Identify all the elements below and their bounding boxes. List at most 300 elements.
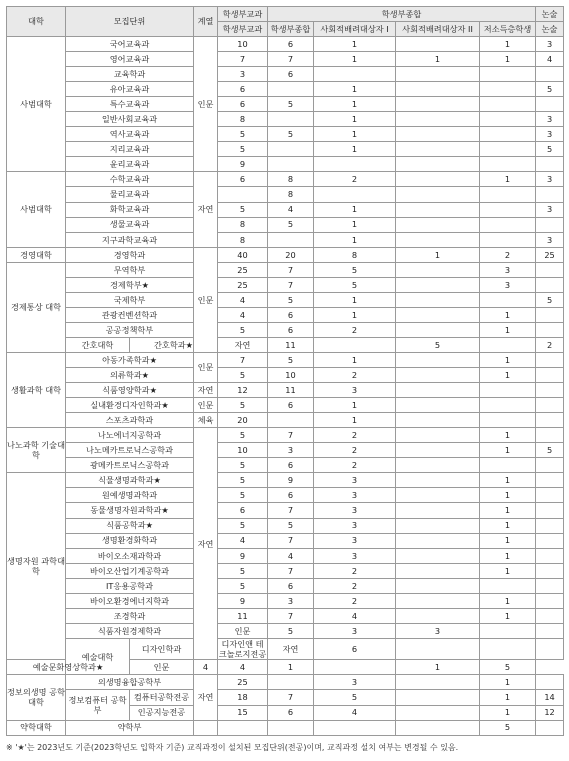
value-cell-low-income: 3 [480,262,536,277]
table-row [7,157,564,172]
value-cell-essay [536,157,564,172]
value-cell-comprehensive [314,337,396,352]
track-cell: 자연 [268,638,314,660]
value-cell-low-income: 2 [536,337,564,352]
value-cell-student-record: 10 [218,443,268,458]
value-cell-social1: 1 [314,142,396,157]
table-row [7,337,564,352]
value-cell-social1: 5 [314,262,396,277]
table-row [7,608,564,623]
value-cell-student-record: 9 [218,548,268,563]
college-cell: 나노과학 기술대학 [7,428,66,473]
table-row [7,675,564,690]
value-cell-comprehensive: 5 [268,292,314,307]
value-cell-comprehensive: 6 [268,67,314,82]
track-cell: 자연 [194,172,218,247]
value-cell-essay [536,322,564,337]
value-cell-low-income [480,97,536,112]
table-row [7,518,564,533]
value-cell-social1: 1 [314,413,396,428]
value-cell-student-record: 4 [218,307,268,322]
value-cell-low-income [480,217,536,232]
unit-cell: 화학교육과 [66,202,194,217]
table-row [7,187,564,202]
value-cell-student-record: 5 [218,398,268,413]
value-cell-social1: 2 [314,443,396,458]
unit-cell: 식물생명과학과★ [66,473,194,488]
table-row [7,533,564,548]
value-cell-social2 [396,262,480,277]
value-cell-student-record: 8 [218,232,268,247]
value-cell-social1: 1 [314,97,396,112]
unit-cell: 바이오소재과학과 [66,548,194,563]
unit-cell: 경영학과 [66,247,194,262]
table-row [7,563,564,578]
value-cell-social2 [314,660,396,675]
value-cell-student-record: 12 [218,383,268,398]
unit-cell: 식품공학과★ [66,518,194,533]
value-cell-comprehensive: 7 [268,277,314,292]
header-track: 계열 [194,7,218,37]
header-row-1 [7,7,564,22]
value-cell-essay: 3 [536,172,564,187]
track-cell: 인문 [194,398,218,413]
value-cell-comprehensive: 6 [268,488,314,503]
unit-cell: 조경학과 [66,608,194,623]
value-cell-social1: 2 [314,322,396,337]
value-cell-essay: 5 [536,292,564,307]
header-low-income: 저소득층학생 [480,22,536,37]
unit-cell: IT응용공학과 [66,578,194,593]
value-cell-comprehensive: 6 [268,458,314,473]
unit-cell: 아동가족학과★ [66,352,194,367]
value-cell-low-income [480,232,536,247]
table-row [7,368,564,383]
table-row [7,383,564,398]
value-cell-essay [536,277,564,292]
value-cell-essay: 5 [536,82,564,97]
table-row [7,473,564,488]
value-cell-comprehensive: 5 [268,518,314,533]
track-cell: 체육 [194,413,218,428]
value-cell-social2 [396,187,480,202]
value-cell-comprehensive: 7 [268,690,314,705]
value-cell-comprehensive [268,675,314,690]
unit-cell: 수학교육과 [66,172,194,187]
value-cell-social1: 1 [314,232,396,247]
value-cell-social1: 3 [314,383,396,398]
value-cell-student-record: 7 [218,52,268,67]
value-cell-essay [536,413,564,428]
value-cell-social2 [396,172,480,187]
value-cell-comprehensive [268,142,314,157]
value-cell-low-income [480,112,536,127]
value-cell-social2 [396,127,480,142]
value-cell-low-income: 2 [480,247,536,262]
value-cell-essay: 3 [536,127,564,142]
value-cell-essay: 4 [536,52,564,67]
value-cell-comprehensive: 20 [268,247,314,262]
value-cell-student-record: 25 [218,277,268,292]
value-cell-essay: 3 [536,232,564,247]
value-cell-social1: 5 [314,690,396,705]
value-cell-social1: 3 [314,503,396,518]
value-cell-social2 [396,217,480,232]
value-cell-social1: 2 [314,172,396,187]
track-cell: 자연 [194,428,218,660]
value-cell-comprehensive [268,232,314,247]
value-cell-essay [536,352,564,367]
value-cell-social1: 1 [314,292,396,307]
value-cell-low-income [480,292,536,307]
value-cell-social2 [396,398,480,413]
unit-cell: 국어교육과 [66,37,194,52]
value-cell-essay [536,187,564,202]
value-cell-essay [536,368,564,383]
value-cell-essay [536,720,564,735]
table-row [7,322,564,337]
value-cell-social1: 3 [314,473,396,488]
value-cell-social2 [396,488,480,503]
table-row [7,578,564,593]
value-cell-social2 [396,720,480,735]
value-cell-essay [536,548,564,563]
table-row [7,82,564,97]
value-cell-low-income: 1 [480,690,536,705]
value-cell-social2 [396,292,480,307]
track-cell: 인문 [194,352,218,382]
value-cell-essay: 5 [536,443,564,458]
value-cell-low-income: 1 [480,608,536,623]
value-cell-low-income: 1 [480,473,536,488]
value-cell-social1: 2 [314,593,396,608]
value-cell-social2 [396,548,480,563]
value-cell-social2 [396,368,480,383]
header-university: 대학 [7,7,66,37]
table-row [7,690,564,705]
value-cell-social1: 3 [396,623,480,638]
value-cell-social2 [396,518,480,533]
value-cell-social2 [396,112,480,127]
college-cell: 사범대학 [7,37,66,172]
value-cell-social1: 8 [314,247,396,262]
unit-cell: 의생명융합공학부 [66,675,194,690]
value-cell-social2 [536,638,564,660]
value-cell-comprehensive [268,413,314,428]
unit-sub-cell: 디자인앤 테크놀로지전공 [218,638,267,660]
value-cell-social1: 1 [314,82,396,97]
header-comprehensive: 학생부종합 [268,22,314,37]
value-cell-student-record [218,720,268,735]
value-cell-student-record: 7 [218,352,268,367]
table-row [7,172,564,187]
value-cell-social2 [396,593,480,608]
value-cell-comprehensive: 5 [268,97,314,112]
value-cell-social2 [396,413,480,428]
value-cell-low-income [536,623,564,638]
value-cell-social1 [314,157,396,172]
unit-cell: 관광컨벤션학과 [66,307,194,322]
value-cell-comprehensive [268,720,314,735]
track-cell: 인문 [194,247,218,352]
table-row [7,458,564,473]
admission-quota-table [6,6,564,736]
value-cell-social2 [396,82,480,97]
value-cell-student-record [218,187,268,202]
value-cell-low-income: 1 [480,548,536,563]
value-cell-student-record: 9 [218,157,268,172]
track-cell: 인문 [194,37,218,172]
value-cell-comprehensive: 9 [268,473,314,488]
value-cell-low-income: 1 [480,172,536,187]
college-cell: 정보의생명 공학대학 [7,675,66,720]
value-cell-low-income: 1 [480,307,536,322]
value-cell-social2 [396,503,480,518]
college-cell: 약학대학 [7,720,66,735]
unit-cell: 지리교육과 [66,142,194,157]
value-cell-low-income [480,157,536,172]
unit-cell: 특수교육과 [66,97,194,112]
value-cell-low-income: 1 [480,52,536,67]
table-row [7,660,564,675]
value-cell-comprehensive: 6 [268,322,314,337]
track-cell: 인문 [218,623,268,638]
college-cell: 사범대학 [7,172,66,247]
table-row [7,503,564,518]
header-essay: 논술 [536,22,564,37]
value-cell-comprehensive: 4 [268,548,314,563]
unit-cell: 공공정책학부 [66,322,194,337]
value-cell-social1: 4 [314,608,396,623]
value-cell-social1: 1 [314,352,396,367]
unit-sub-cell: 컴퓨터공학전공 [130,690,194,705]
unit-cell: 예술문화영상학과★ [7,660,130,675]
unit-cell: 국제학부 [66,292,194,307]
value-cell-comprehensive: 7 [268,262,314,277]
unit-cell: 물리교육과 [66,187,194,202]
value-cell-low-income [480,578,536,593]
value-cell-social1: 1 [314,112,396,127]
table-row [7,127,564,142]
value-cell-comprehensive: 7 [268,533,314,548]
value-cell-essay [536,473,564,488]
value-cell-social1: 1 [314,52,396,67]
value-cell-low-income [480,67,536,82]
value-cell-student-record: 10 [218,37,268,52]
value-cell-comprehensive: 8 [268,172,314,187]
value-cell-social1: 2 [314,563,396,578]
value-cell-student-record: 4 [218,292,268,307]
value-cell-student-record: 6 [218,503,268,518]
value-cell-essay: 5 [480,660,536,675]
value-cell-low-income: 1 [480,563,536,578]
value-cell-low-income: 1 [480,705,536,720]
table-row [7,247,564,262]
value-cell-essay [536,262,564,277]
value-cell-social2 [396,202,480,217]
value-cell-comprehensive [268,82,314,97]
table-row [7,398,564,413]
value-cell-comprehensive: 7 [268,563,314,578]
value-cell-social2 [396,458,480,473]
value-cell-student-record: 40 [218,247,268,262]
table-row [7,262,564,277]
value-cell-essay [536,675,564,690]
value-cell-social2 [396,322,480,337]
value-cell-social1 [314,720,396,735]
value-cell-student-record: 6 [218,172,268,187]
value-cell-essay [536,488,564,503]
table-row [7,428,564,443]
value-cell-comprehensive: 3 [268,593,314,608]
value-cell-student-record: 5 [218,202,268,217]
value-cell-comprehensive: 4 [268,202,314,217]
value-cell-low-income [480,127,536,142]
value-cell-student-record: 5 [218,428,268,443]
value-cell-social1 [314,67,396,82]
value-cell-social2 [396,428,480,443]
value-cell-student-record: 5 [218,488,268,503]
unit-cell: 경제학부★ [66,277,194,292]
table-row [7,638,564,660]
value-cell-social2 [396,307,480,322]
track-cell: 인문 [130,660,194,675]
unit-cell: 무역학부 [66,262,194,277]
value-cell-essay [536,217,564,232]
value-cell-low-income [480,383,536,398]
value-cell-essay: 14 [536,690,564,705]
value-cell-low-income [480,142,536,157]
unit-cell: 영어교육과 [66,52,194,67]
value-cell-student-record: 8 [218,112,268,127]
value-cell-comprehensive: 6 [268,307,314,322]
value-cell-student-record: 6 [218,82,268,97]
unit-cell: 지구과학교육과 [66,232,194,247]
value-cell-comprehensive: 7 [268,428,314,443]
value-cell-social2 [396,232,480,247]
value-cell-essay [536,563,564,578]
college-cell: 생활과학 대학 [7,352,66,427]
header-student-record: 학생부교과 [218,22,268,37]
table-row [7,52,564,67]
college-cell: 간호대학 [66,337,130,352]
value-cell-social2 [396,675,480,690]
table-row [7,202,564,217]
value-cell-student-record: 5 [218,142,268,157]
unit-cell: 일반사회교육과 [66,112,194,127]
value-cell-low-income: 1 [480,37,536,52]
value-cell-social2 [396,142,480,157]
unit-cell: 역사교육과 [66,127,194,142]
value-cell-comprehensive [268,157,314,172]
value-cell-low-income: 1 [480,533,536,548]
admission-table-container [6,6,563,736]
value-cell-social2 [396,608,480,623]
value-cell-essay [536,307,564,322]
value-cell-social1: 1 [314,217,396,232]
unit-cell: 식품영양학과★ [66,383,194,398]
value-cell-student-record: 9 [218,593,268,608]
unit-sub-cell: 인공지능전공 [130,705,194,720]
unit-cell: 생명환경화학과 [66,533,194,548]
value-cell-social1: 1 [314,202,396,217]
value-cell-essay [536,67,564,82]
value-cell-low-income [480,413,536,428]
value-cell-low-income: 1 [480,443,536,458]
value-cell-student-record: 11 [218,608,268,623]
value-cell-low-income [480,187,536,202]
value-cell-low-income [480,398,536,413]
table-row [7,307,564,322]
value-cell-comprehensive: 6 [268,398,314,413]
unit-cell: 나노메카트로닉스공학과 [66,443,194,458]
table-row [7,593,564,608]
value-cell-low-income [480,82,536,97]
value-cell-social1: 3 [314,548,396,563]
unit-cell: 광메카트로닉스공학과 [66,458,194,473]
value-cell-student-record: 5 [218,473,268,488]
value-cell-social1: 1 [314,127,396,142]
value-cell-low-income: 1 [480,593,536,608]
table-row [7,67,564,82]
value-cell-essay [536,578,564,593]
value-cell-comprehensive [396,638,480,660]
unit-cell: 윤리교육과 [66,157,194,172]
table-row [7,97,564,112]
value-cell-low-income: 1 [480,368,536,383]
value-cell-student-record: 4 [194,660,218,675]
college-cell: 경영대학 [7,247,66,262]
value-cell-essay [536,458,564,473]
unit-cell: 의류학과★ [66,368,194,383]
value-cell-student-record: 25 [218,675,268,690]
unit-cell: 바이오환경에너지학과 [66,593,194,608]
value-cell-social1: 5 [314,277,396,292]
college-cell: 생명자원 과학대학 [7,473,66,660]
unit-cell: 원예생명과학과 [66,488,194,503]
header-group-essay: 논술 [536,7,564,22]
value-cell-low-income: 1 [480,675,536,690]
value-cell-social2 [396,443,480,458]
value-cell-social1: 1 [314,398,396,413]
value-cell-social1: 3 [314,533,396,548]
unit-cell: 디자인학과 [130,638,194,660]
value-cell-comprehensive: 5 [268,352,314,367]
value-cell-comprehensive: 6 [268,578,314,593]
value-cell-comprehensive: 6 [268,705,314,720]
value-cell-essay [536,593,564,608]
table-row [7,488,564,503]
value-cell-comprehensive: 3 [268,443,314,458]
table-row [7,37,564,52]
value-cell-essay [536,383,564,398]
unit-cell: 스포츠과학과 [66,413,194,428]
value-cell-essay [536,533,564,548]
value-cell-student-record: 20 [218,413,268,428]
value-cell-social1: 2 [314,428,396,443]
track-cell: 자연 [194,675,218,720]
header-social1: 사회적배려대상자 I [314,22,396,37]
table-row [7,277,564,292]
value-cell-student-record: 5 [218,368,268,383]
value-cell-low-income: 1 [480,488,536,503]
value-cell-social2 [396,690,480,705]
value-cell-essay [536,608,564,623]
header-social2: 사회적배려대상자 II [396,22,480,37]
table-row [7,413,564,428]
value-cell-social1: 1 [314,307,396,322]
value-cell-essay [536,503,564,518]
